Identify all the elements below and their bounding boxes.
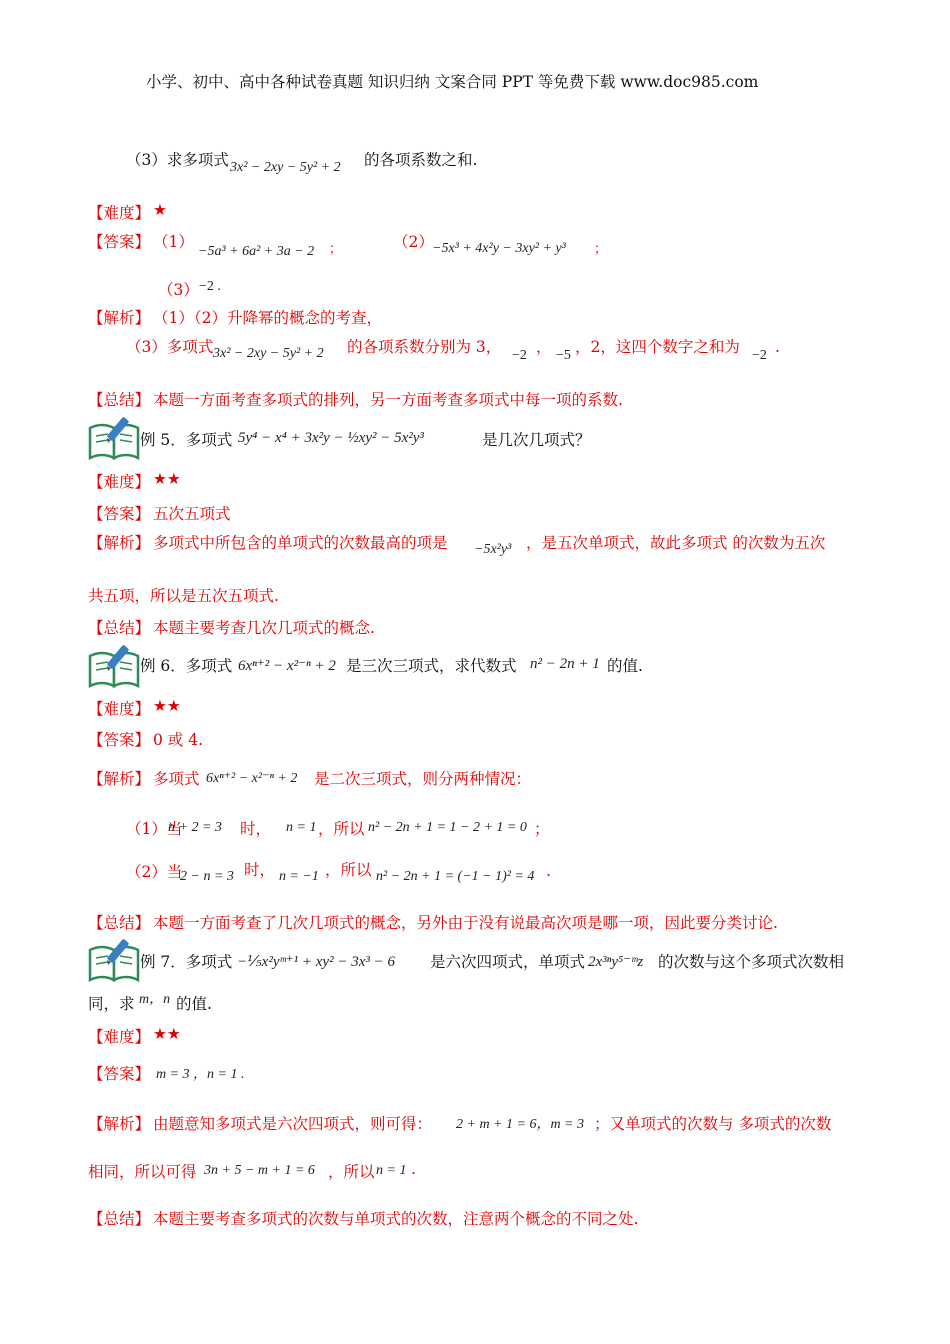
example-7-line-2-end: 的值. <box>176 995 212 1013</box>
example-7-title: 例 7．多项式 <box>140 953 233 971</box>
question-3-expression: 3x² − 2xy − 5y² + 2 <box>230 160 341 175</box>
case-1-prefix: （1）当 <box>126 820 183 838</box>
answer-text: 五次五项式 <box>153 505 231 523</box>
analysis-coefficient-2: −5 <box>556 348 571 363</box>
case-1-calculation: n² − 2n + 1 = 1 − 2 + 1 = 0 <box>368 820 527 835</box>
case-2-calculation: n² − 2n + 1 = (−1 − 1)² = 4 <box>376 869 535 884</box>
example-5-expression: 5y⁴ − x⁴ + 3x²y − ½xy² − 5x²y³ <box>238 430 424 446</box>
answer-text: 0 或 4. <box>153 731 204 749</box>
answer-label: 【答案】 <box>88 731 151 749</box>
analysis-line-1: （1）（2）升降幂的概念的考查， <box>153 309 382 327</box>
analysis-text-a: 多项式 <box>153 770 200 788</box>
case-2-prefix: （2）当 <box>126 863 183 881</box>
answer-1-separator: ； <box>329 242 343 257</box>
answer-label: 【答案】 <box>88 505 151 523</box>
case-2-condition: 2 − n = 3 <box>180 869 234 884</box>
analysis-period: . <box>775 338 780 356</box>
summary-label: 【总结】 <box>88 1210 151 1228</box>
answer-label: 【答案】 <box>88 233 151 251</box>
case-1-n-value: n = 1 <box>286 820 317 835</box>
summary-label: 【总结】 <box>88 914 151 932</box>
example-6-suffix: 的值. <box>607 657 643 675</box>
book-pencil-icon <box>88 414 140 460</box>
analysis-comma: ， <box>536 338 552 356</box>
answer-3-label: （3） <box>158 281 199 299</box>
example-7-variables: m，n <box>139 992 171 1007</box>
analysis-label: 【解析】 <box>88 309 151 327</box>
difficulty-label: 【难度】 <box>88 473 151 491</box>
case-2-n-value: n = −1 <box>279 869 319 884</box>
difficulty-stars: ★★ <box>153 697 181 715</box>
analysis-text-b: 是二次三项式，则分两种情况： <box>314 770 532 788</box>
analysis-text-c: 共五项，所以是五次五项式. <box>88 587 279 605</box>
answer-2-label: （2） <box>393 233 434 251</box>
case-1-so: ，所以 <box>318 820 365 838</box>
summary-text: 本题主要考查多项式的次数与单项式的次数，注意两个概念的不同之处. <box>153 1210 639 1228</box>
analysis-expression-1: 2 + m + 1 = 6，m = 3 <box>456 1117 585 1132</box>
example-6-middle: 是三次三项式，求代数式 <box>346 657 517 675</box>
analysis-label: 【解析】 <box>88 770 151 788</box>
book-pencil-icon <box>88 936 140 982</box>
analysis-text-b: ，是五次单项式，故此多项式 的次数为五次 <box>526 534 826 552</box>
analysis-expression: −5x²y³ <box>474 542 512 557</box>
analysis-text-e: . <box>411 1160 416 1178</box>
summary-text: 本题一方面考查了几次几项式的概念，另外由于没有说最高次项是哪一项，因此要分类讨论. <box>153 914 778 932</box>
example-7-expression: −⅕x²yᵐ⁺¹ + xy² − 3x³ − 6 <box>237 954 395 970</box>
case-1-condition: n + 2 = 3 <box>168 820 222 835</box>
difficulty-stars: ★★ <box>153 470 181 488</box>
answer-2-expression: −5x³ + 4x²y − 3xy² + y³ <box>432 241 566 256</box>
example-6-expression-2: n² − 2n + 1 <box>530 656 600 672</box>
analysis-text-c: 相同，所以可得 <box>88 1163 197 1181</box>
example-7-line-2: 同，求 <box>88 995 135 1013</box>
difficulty-stars: ★★ <box>153 1025 181 1043</box>
analysis-line-2-prefix: （3）多项式 <box>126 338 214 356</box>
analysis-label: 【解析】 <box>88 1115 151 1133</box>
analysis-text-a: 由题意知多项式是六次四项式，则可得： <box>153 1115 433 1133</box>
difficulty-label: 【难度】 <box>88 1028 151 1046</box>
case-2-end: . <box>546 862 551 880</box>
analysis-text-a: 多项式中所包含的单项式的次数最高的项是 <box>153 534 448 552</box>
analysis-sum: −2 <box>752 348 767 363</box>
analysis-line-2-middle: 的各项系数分别为 3， <box>347 338 502 356</box>
difficulty-stars: ★ <box>153 201 167 219</box>
case-1-when: 时， <box>240 820 272 838</box>
answer-label: 【答案】 <box>88 1065 151 1083</box>
analysis-expression: 6xⁿ⁺² − x²⁻ⁿ + 2 <box>206 771 298 786</box>
analysis-line-2-end: ，2，这四个数字之和为 <box>575 338 740 356</box>
book-pencil-icon <box>88 642 140 688</box>
analysis-text-b: ；又单项式的次数与 多项式的次数 <box>594 1115 832 1133</box>
example-7-expression-2: 2x³ⁿy⁵⁻ᵐz <box>588 954 644 970</box>
example-6-title: 例 6．多项式 <box>140 657 233 675</box>
summary-label: 【总结】 <box>88 391 151 409</box>
answer-1-expression: −5a³ + 6a² + 3a − 2 <box>198 244 315 259</box>
answer-3-value: −2 . <box>199 279 221 294</box>
case-2-so: ，所以 <box>325 861 372 879</box>
example-6-expression: 6xⁿ⁺² − x²⁻ⁿ + 2 <box>238 658 336 674</box>
example-5-title: 例 5．多项式 <box>140 431 233 449</box>
summary-text: 本题主要考查几次几项式的概念. <box>153 619 375 637</box>
case-1-end: ； <box>534 820 550 838</box>
analysis-expression-3: n = 1 <box>376 1163 407 1178</box>
answer-text: m = 3 ，n = 1 . <box>156 1067 245 1082</box>
difficulty-label: 【难度】 <box>88 204 151 222</box>
answer-1-label: （1） <box>153 233 194 251</box>
summary-text: 本题一方面考查多项式的排列，另一方面考查多项式中每一项的系数. <box>153 391 623 409</box>
question-3-prefix: （3）求多项式 <box>126 151 229 169</box>
example-7-middle: 是六次四项式，单项式 <box>430 953 586 971</box>
question-3-suffix: 的各项系数之和. <box>364 151 478 169</box>
analysis-text-d: ，所以 <box>328 1163 375 1181</box>
analysis-line-2-expression: 3x² − 2xy − 5y² + 2 <box>213 346 324 361</box>
analysis-coefficient-1: −2 <box>512 348 527 363</box>
example-7-suffix: 的次数与这个多项式次数相 <box>658 953 845 971</box>
case-2-when: 时， <box>244 861 276 879</box>
difficulty-label: 【难度】 <box>88 700 151 718</box>
example-5-suffix: 是几次几项式？ <box>482 431 591 449</box>
answer-2-separator: ； <box>594 242 608 257</box>
summary-label: 【总结】 <box>88 619 151 637</box>
analysis-expression-2: 3n + 5 − m + 1 = 6 <box>204 1163 315 1178</box>
page-header: 小学、初中、高中各种试卷真题 知识归纳 文案合同 PPT 等免费下载 www.doc985.com <box>146 73 759 91</box>
analysis-label: 【解析】 <box>88 534 151 552</box>
